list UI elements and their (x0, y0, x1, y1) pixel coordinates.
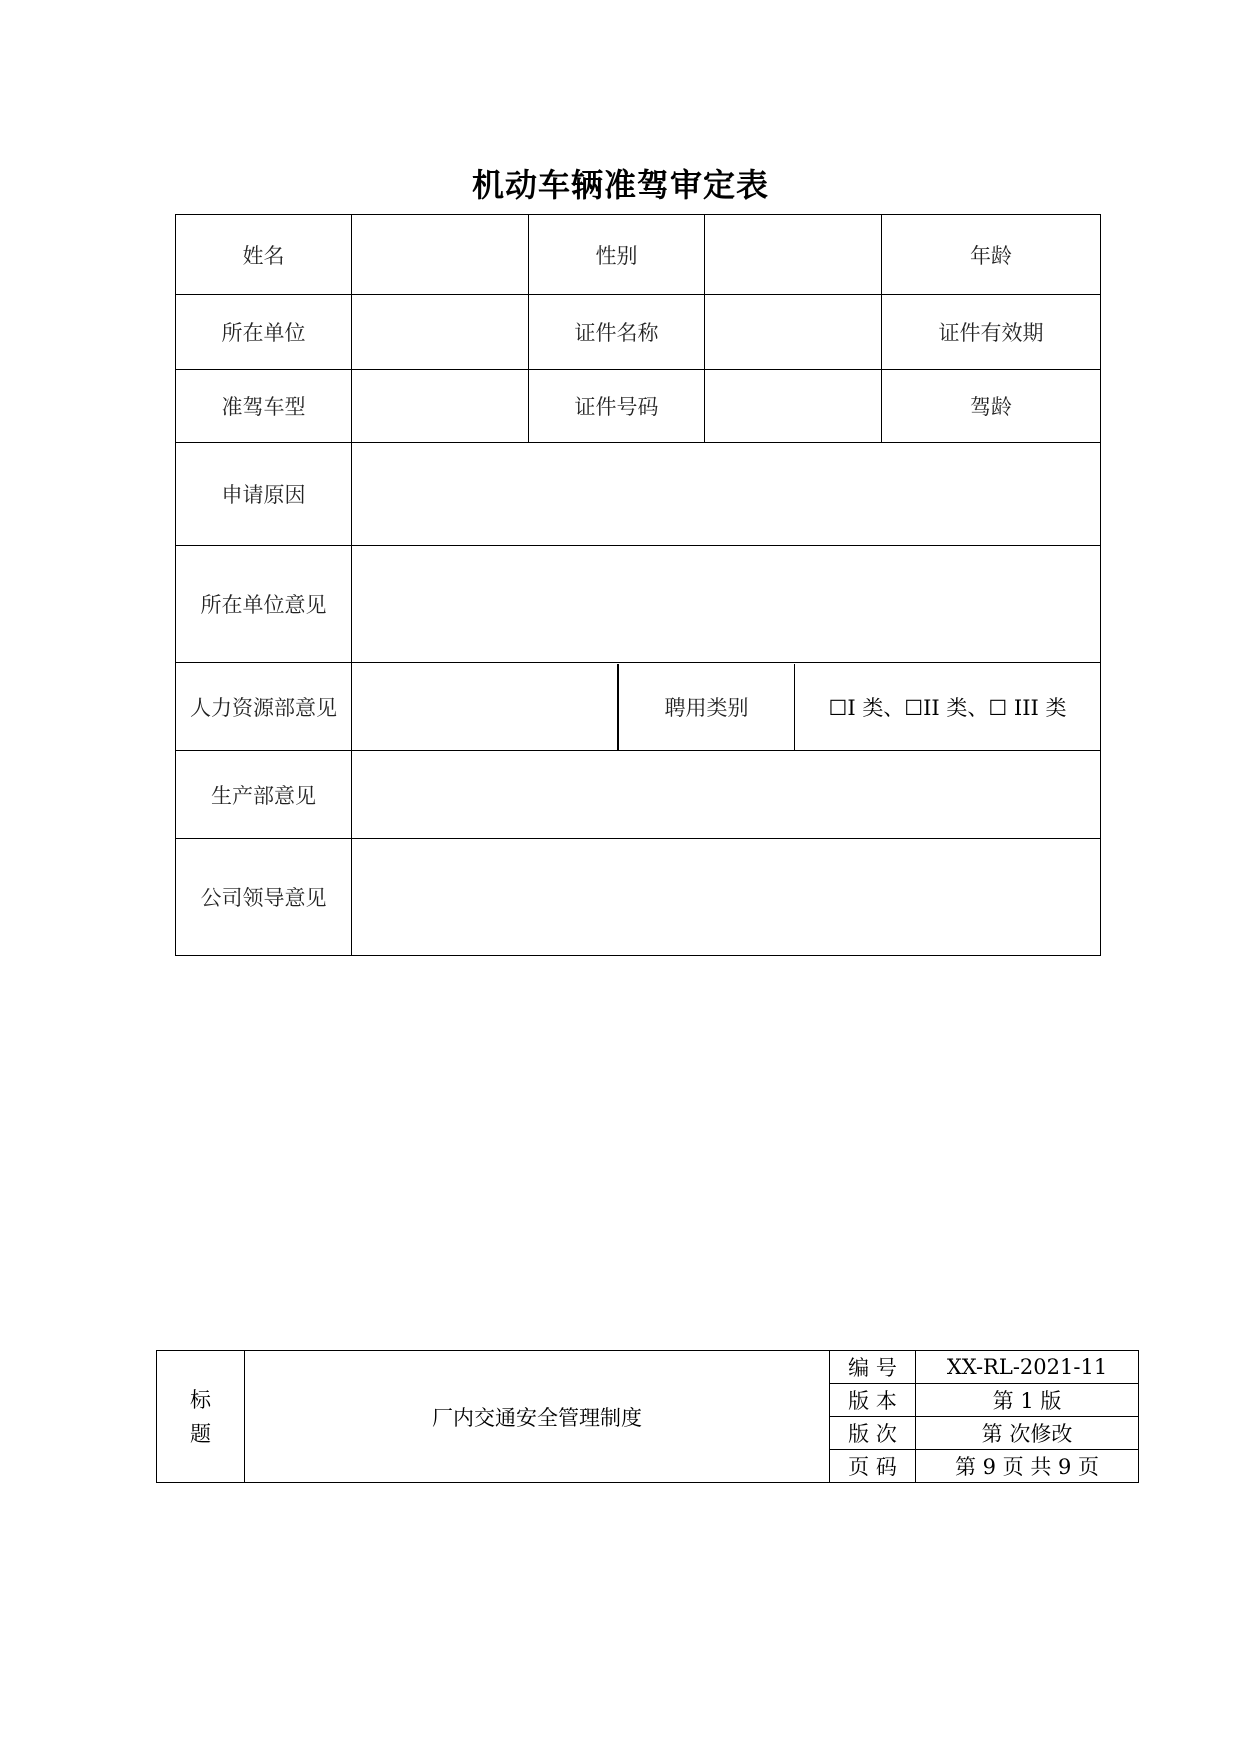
production-opinion-label: 生产部意见 (176, 751, 352, 839)
number-value: XX-RL-2021-11 (916, 1351, 1139, 1384)
footer-label-line2: 题 (190, 1421, 211, 1446)
hr-opinion-row (352, 663, 1101, 751)
cert-name-field[interactable] (705, 295, 882, 370)
page-value: 第 9 页 共 9 页 (916, 1450, 1139, 1483)
form-title: 机动车辆准驾审定表 (471, 166, 769, 204)
unit-field[interactable] (352, 295, 529, 370)
vehicle-type-label: 准驾车型 (176, 370, 352, 443)
edition-value: 第 1 版 (916, 1384, 1139, 1417)
page-label: 页 码 (830, 1450, 916, 1483)
leader-opinion-field[interactable] (352, 839, 1101, 956)
driving-years-label: 驾龄 (882, 370, 1101, 443)
gender-field[interactable] (705, 215, 882, 295)
age-label: 年龄 (882, 215, 1101, 295)
unit-label: 所在单位 (176, 295, 352, 370)
edition-label: 版 本 (830, 1384, 916, 1417)
number-label: 编 号 (830, 1351, 916, 1384)
name-field[interactable] (352, 215, 529, 295)
document-title: 厂内交通安全管理制度 (245, 1351, 830, 1483)
revision-label: 版 次 (830, 1417, 916, 1450)
hire-category-options[interactable]: ☐I 类、☐II 类、☐ III 类 (828, 695, 1067, 720)
approval-form-table (175, 214, 1101, 956)
reason-label: 申请原因 (176, 443, 352, 546)
cert-number-label: 证件号码 (529, 370, 705, 443)
leader-opinion-label: 公司领导意见 (176, 839, 352, 956)
revision-value: 第 次修改 (916, 1417, 1139, 1450)
cert-number-field[interactable] (705, 370, 882, 443)
production-opinion-field[interactable] (352, 751, 1101, 839)
cert-name-label: 证件名称 (529, 295, 705, 370)
hr-opinion-label: 人力资源部意见 (176, 663, 352, 751)
gender-label: 性别 (529, 215, 705, 295)
hr-opinion-field[interactable] (352, 664, 619, 750)
reason-field[interactable] (352, 443, 1101, 546)
footer-title-label (157, 1351, 245, 1483)
name-label: 姓名 (176, 215, 352, 295)
vehicle-type-field[interactable] (352, 370, 529, 443)
hire-category-label: 聘用类别 (619, 664, 795, 750)
unit-opinion-field[interactable] (352, 546, 1101, 663)
document-footer-table (156, 1350, 1139, 1483)
cert-validity-label: 证件有效期 (882, 295, 1101, 370)
unit-opinion-label: 所在单位意见 (176, 546, 352, 663)
footer-label-line1: 标 (190, 1387, 211, 1412)
